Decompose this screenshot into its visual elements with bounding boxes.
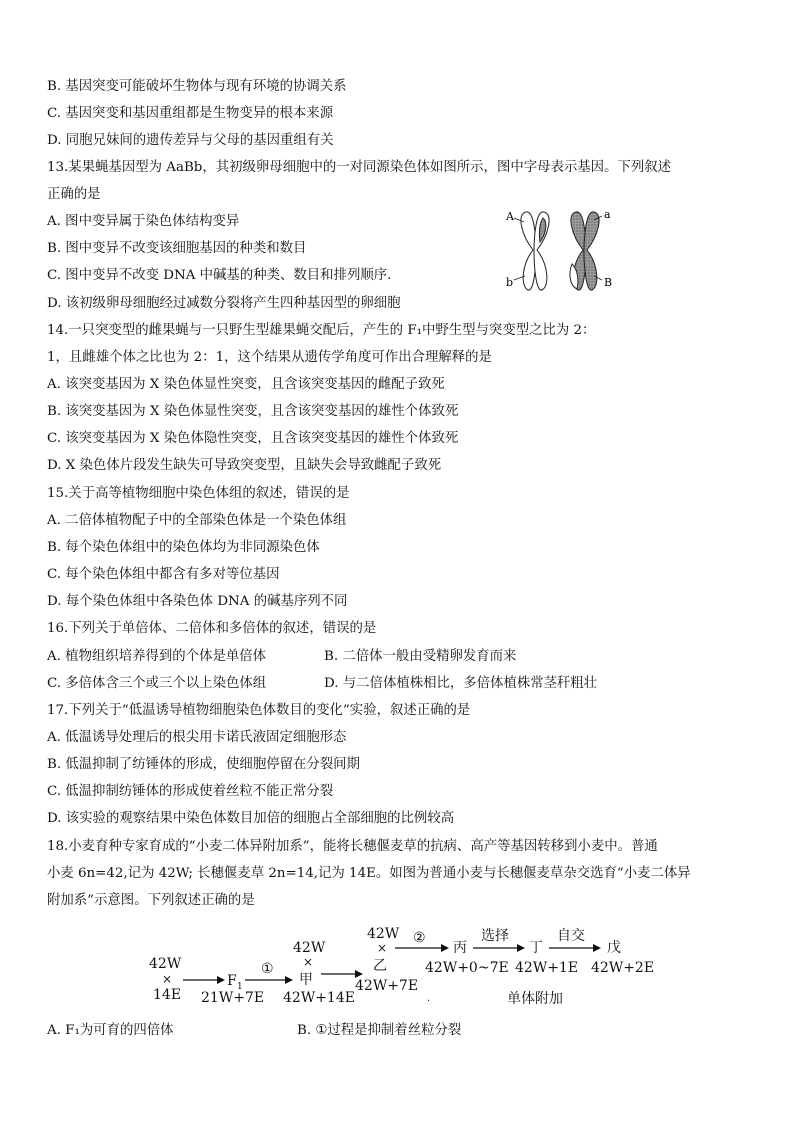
q13-stem: 13.某果蝇基因型为 AaBb，其初级卵母细胞中的一对同源染色体如图所示，图中字母表示基因。下列叙述 [47,160,672,175]
wu-label: 戊 [607,940,621,956]
q15-option-b: B. 每个染色体组中的染色体均为非同源染色体 [47,540,320,555]
q16-option-b: B. 二倍体一般由受精卵发育而来 [324,649,517,664]
q15-option-d: D. 每个染色体组中各染色体 DNA 的碱基序列不同 [47,594,348,609]
select-label: 选择 [481,928,509,944]
q14-option-d: D. X 染色体片段发生缺失可导致突变型，且缺失会导致雌配子致死 [47,458,442,473]
parent-wheat: 42W [149,956,182,972]
chromosome-left [521,212,549,290]
wu-genotype: 42W+2E [591,960,655,976]
q16-option-c: C. 多倍体含三个或三个以上染色体组 [47,676,267,691]
stray-dot: . [427,993,431,1004]
jia-label: 甲 [299,972,313,988]
parent-grass: 14E [153,987,182,1003]
q13-stem-cont: 正确的是 [47,187,101,202]
yi-genotype: 42W+7E [355,978,419,994]
jia-genotype: 42W+14E [283,990,355,1006]
q13-option-d: D. 该初级卵母细胞经过减数分裂将产生四种基因型的卵细胞 [47,296,401,311]
chromosome-right [570,212,599,290]
mono-addition-label: 单体附加 [507,991,563,1007]
jia-wheat: 42W [293,940,326,956]
q16-stem: 16.下列关于单倍体、二倍体和多倍体的叙述，错误的是 [47,621,377,636]
q12-option-b: B. 基因突变可能破坏生物体与现有环境的协调关系 [47,79,347,94]
q14-option-a: A. 该突变基因为 X 染色体显性突变，且含该突变基因的雌配子致死 [47,377,445,392]
q17-option-a: A. 低温诱导处理后的根尖用卡诺氏液固定细胞形态 [47,730,347,745]
q13-option-c: C. 图中变异不改变 DNA 中碱基的种类、数目和排列顺序. [47,268,392,283]
gene-label-A: A [506,210,514,223]
ding-genotype: 42W+1E [515,960,579,976]
homologous-chromosome-figure [498,206,618,298]
ding-label: 丁 [529,940,543,956]
q17-option-d: D. 该实验的观察结果中染色体数目加倍的细胞占全部细胞的比例较高 [47,811,455,826]
q12-option-d: D. 同胞兄妹间的遗传差异与父母的基因重组有关 [47,133,334,148]
q17-option-b: B. 低温抑制了纺锤体的形成，使细胞停留在分裂间期 [47,757,360,772]
f1-genotype: 21W+7E [201,990,265,1006]
q14-option-c: C. 该突变基因为 X 染色体隐性突变，且含该突变基因的雄性个体致死 [47,431,459,446]
f1-label: F [227,973,237,989]
step-1-label: ① [261,961,274,977]
step-2-label: ② [413,930,426,946]
cross-sign-3: × [377,941,388,955]
f1-subscript: 1 [237,982,243,992]
q14-stem-cont: 1，且雌雄个体之比也为 2：1，这个结果从遗传学角度可作出合理解释的是 [47,350,492,365]
q16-option-a: A. 植物组织培养得到的个体是单倍体 [47,649,267,664]
q17-stem: 17.下列关于“低温诱导植物细胞染色体数目的变化”实验，叙述正确的是 [47,703,471,718]
gene-label-B: B [604,276,613,289]
q12-option-c: C. 基因突变和基因重组都是生物变异的根本来源 [47,106,334,121]
q18-option-a: A. F₁为可育的四倍体 [47,1023,174,1038]
gene-label-a: a [604,208,611,221]
q18-stem-cont: 小麦 6n=42,记为 42W; 长穗偃麦草 2n=14,记为 14E。如图为普通小麦与长穗偃麦草杂交选育“小麦二体异 [47,866,691,881]
breeding-flow-diagram [145,922,665,1012]
q13-option-b: B. 图中变异不改变该细胞基因的种类和数目 [47,241,307,256]
q18-option-b: B. ①过程是抑制着丝粒分裂 [297,1023,462,1038]
q18-stem: 18.小麦育种专家育成的“小麦二体异附加系”，能将长穗偃麦草的抗病、高产等基因转移到小麦中。普通 [47,839,658,854]
q15-option-a: A. 二倍体植物配子中的全部染色体是一个染色体组 [47,513,347,528]
q14-option-b: B. 该突变基因为 X 染色体显性突变，且含该突变基因的雄性个体致死 [47,404,459,419]
q15-stem: 15.关于高等植物细胞中染色体组的叙述，错误的是 [47,486,350,501]
cross-sign-2: × [303,955,314,969]
yi-label: 乙 [373,958,387,974]
q18-stem-cont2: 附加系”示意图。下列叙述正确的是 [47,893,255,908]
cross-sign-1: × [162,972,173,986]
q17-option-c: C. 低温抑制纺锤体的形成使着丝粒不能正常分裂 [47,784,334,799]
bing-label: 丙 [453,940,467,956]
q16-option-d: D. 与二倍体植株相比，多倍体植株常茎秆粗壮 [324,676,598,691]
gene-label-b: b [506,276,514,289]
bing-genotype: 42W+0~7E [425,960,509,976]
q14-stem: 14.一只突变型的雌果蝇与一只野生型雄果蝇交配后，产生的 F₁中野生型与突变型之比为 2： [47,323,596,338]
q15-option-c: C. 每个染色体组中都含有多对等位基因 [47,567,280,582]
yi-wheat: 42W [367,926,400,942]
q13-option-a: A. 图中变异属于染色体结构变异 [47,214,240,229]
selfing-label: 自交 [557,928,585,944]
